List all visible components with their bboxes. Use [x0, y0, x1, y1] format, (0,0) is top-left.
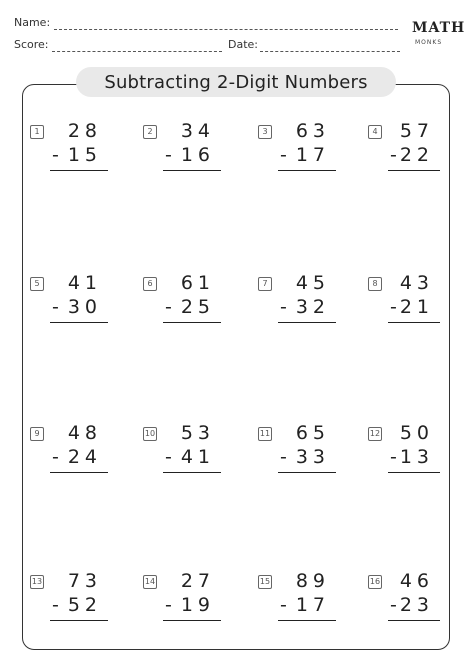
minus-sign: - [280, 296, 287, 318]
answer-line[interactable] [50, 472, 108, 473]
problem-number: 10 [143, 427, 157, 441]
problem-number: 1 [30, 125, 44, 139]
problem-3 [258, 120, 336, 184]
answer-line[interactable] [163, 472, 221, 473]
minuend: 34 [180, 120, 215, 142]
problem-16 [368, 570, 440, 634]
subtrahend: 15 [67, 144, 102, 166]
problem-15 [258, 570, 336, 634]
subtrahend: 17 [295, 594, 330, 616]
minus-sign: - [52, 296, 59, 318]
problem-6 [143, 272, 221, 336]
answer-line[interactable] [278, 170, 336, 171]
problem-number: 6 [143, 277, 157, 291]
answer-line[interactable] [388, 170, 440, 171]
minus-sign: - [390, 144, 397, 166]
answer-line[interactable] [163, 170, 221, 171]
problem-7 [258, 272, 336, 336]
worksheet-title: Subtracting 2-Digit Numbers [76, 67, 396, 97]
subtrahend: 33 [295, 446, 330, 468]
problem-number: 9 [30, 427, 44, 441]
minus-sign: - [52, 144, 59, 166]
answer-line[interactable] [388, 472, 440, 473]
problem-10 [143, 422, 221, 486]
problem-number: 14 [143, 575, 157, 589]
answer-line[interactable] [50, 620, 108, 621]
subtrahend: 22 [399, 144, 434, 166]
minus-sign: - [390, 594, 397, 616]
problem-number: 7 [258, 277, 272, 291]
answer-line[interactable] [163, 322, 221, 323]
subtrahend: 23 [399, 594, 434, 616]
problem-number: 13 [30, 575, 44, 589]
problem-number: 2 [143, 125, 157, 139]
subtrahend: 21 [399, 296, 434, 318]
problem-12 [368, 422, 440, 486]
minuend: 53 [180, 422, 215, 444]
problem-number: 11 [258, 427, 272, 441]
minuend: 45 [295, 272, 330, 294]
minuend: 65 [295, 422, 330, 444]
problem-number: 3 [258, 125, 272, 139]
minuend: 61 [180, 272, 215, 294]
minuend: 63 [295, 120, 330, 142]
problem-number: 4 [368, 125, 382, 139]
minus-sign: - [165, 296, 172, 318]
minuend: 41 [67, 272, 102, 294]
minuend: 89 [295, 570, 330, 592]
score-field[interactable] [52, 51, 222, 52]
minuend: 57 [399, 120, 434, 142]
minuend: 46 [399, 570, 434, 592]
problem-13 [30, 570, 108, 634]
subtrahend: 52 [67, 594, 102, 616]
answer-line[interactable] [278, 620, 336, 621]
problem-4 [368, 120, 440, 184]
minus-sign: - [165, 144, 172, 166]
date-field[interactable] [260, 51, 400, 52]
minus-sign: - [52, 594, 59, 616]
minuend: 48 [67, 422, 102, 444]
problem-9 [30, 422, 108, 486]
answer-line[interactable] [388, 322, 440, 323]
logo-word: MATH [412, 20, 466, 36]
problem-2 [143, 120, 221, 184]
minus-sign: - [52, 446, 59, 468]
minus-sign: - [280, 594, 287, 616]
minus-sign: - [280, 446, 287, 468]
date-label: Date: [228, 38, 258, 51]
minuend: 28 [67, 120, 102, 142]
minus-sign: - [390, 446, 397, 468]
name-label: Name: [14, 16, 51, 29]
logo-sub: MONKS [415, 39, 443, 46]
answer-line[interactable] [278, 472, 336, 473]
problem-number: 16 [368, 575, 382, 589]
score-label: Score: [14, 38, 49, 51]
problem-11 [258, 422, 336, 486]
problem-8 [368, 272, 440, 336]
name-field[interactable] [54, 29, 398, 30]
math-monks-logo [412, 20, 466, 54]
minuend: 43 [399, 272, 434, 294]
subtrahend: 17 [295, 144, 330, 166]
answer-line[interactable] [163, 620, 221, 621]
minus-sign: - [390, 296, 397, 318]
subtrahend: 24 [67, 446, 102, 468]
answer-line[interactable] [388, 620, 440, 621]
subtrahend: 25 [180, 296, 215, 318]
minuend: 73 [67, 570, 102, 592]
problem-1 [30, 120, 108, 184]
problem-14 [143, 570, 221, 634]
minus-sign: - [280, 144, 287, 166]
subtrahend: 16 [180, 144, 215, 166]
subtrahend: 32 [295, 296, 330, 318]
problem-number: 8 [368, 277, 382, 291]
minus-sign: - [165, 594, 172, 616]
subtrahend: 30 [67, 296, 102, 318]
subtrahend: 13 [399, 446, 434, 468]
minuend: 50 [399, 422, 434, 444]
problem-number: 5 [30, 277, 44, 291]
subtrahend: 41 [180, 446, 215, 468]
problem-number: 12 [368, 427, 382, 441]
answer-line[interactable] [50, 322, 108, 323]
problem-number: 15 [258, 575, 272, 589]
answer-line[interactable] [278, 322, 336, 323]
answer-line[interactable] [50, 170, 108, 171]
minuend: 27 [180, 570, 215, 592]
problem-5 [30, 272, 108, 336]
minus-sign: - [165, 446, 172, 468]
subtrahend: 19 [180, 594, 215, 616]
